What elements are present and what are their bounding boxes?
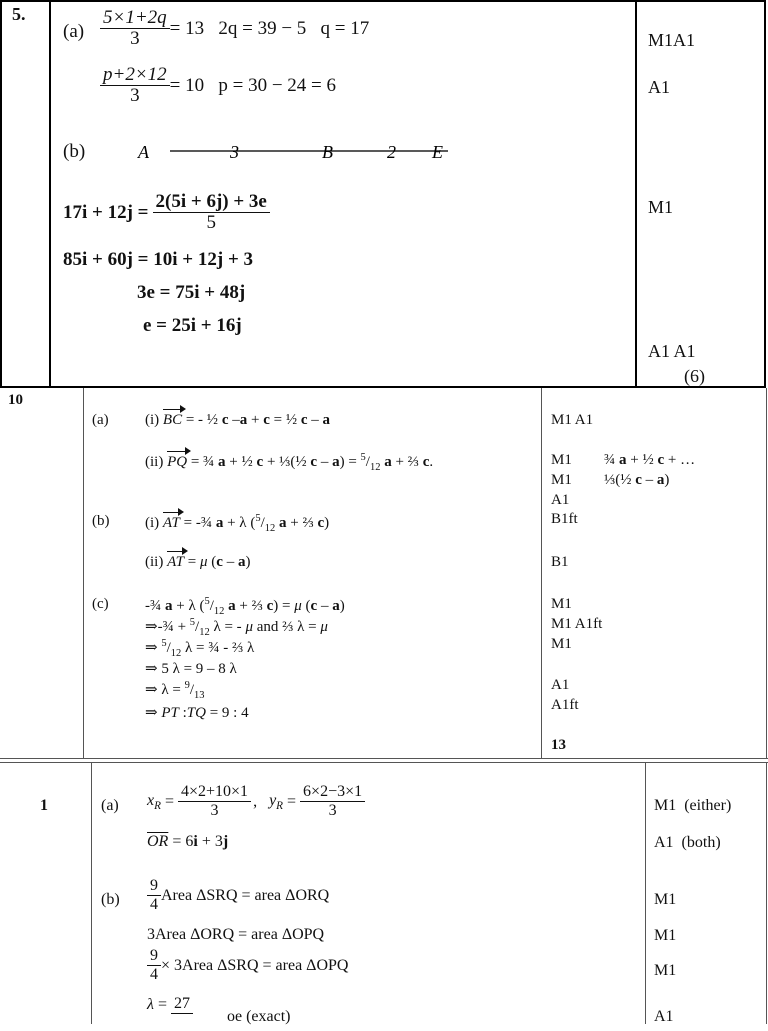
working-line: (ii) AT = μ (c – a) bbox=[145, 554, 251, 570]
equation-rest: × 3Area ΔSRQ = area ΔOPQ bbox=[161, 956, 349, 974]
fraction-denominator: 4 bbox=[150, 895, 158, 913]
working-line-b1 bbox=[147, 878, 329, 913]
working-line-a2: $\overline{OR} = 6i + 3j$ bbox=[147, 833, 229, 850]
mark: A1 A1 bbox=[648, 341, 696, 361]
working-line: ⇒ PT :TQ = 9 : 4 bbox=[145, 705, 249, 721]
working-line: (i) AT = -¾ a + λ ($^5/_{12}$ a + ⅔ c) bbox=[145, 513, 330, 534]
part-label-a: (a) bbox=[63, 21, 85, 42]
question-number: 10 bbox=[8, 392, 23, 408]
fraction-denominator: 5 bbox=[206, 211, 216, 233]
fraction-denominator: 4 bbox=[150, 965, 158, 983]
working-line: -¾ a + λ ($^5/_{12}$ a + ⅔ c) = μ (c – a) bbox=[145, 596, 345, 617]
mark: M1 bbox=[654, 962, 677, 979]
fraction-denominator: 3 bbox=[130, 27, 140, 49]
question-number: 5. bbox=[12, 4, 26, 24]
total-mark: 13 bbox=[551, 737, 566, 753]
equation-lhs: 17i + 12j = bbox=[63, 201, 149, 223]
working-line: ⇒ $\lambda = ^9/_{13}$ bbox=[145, 680, 205, 701]
fraction-denominator: 3 bbox=[328, 801, 337, 819]
working-line-b4: e = 25i + 16j bbox=[143, 315, 242, 336]
question-number: 1 bbox=[40, 797, 48, 814]
equation-rest: = 13 2q = 39 − 5 q = 17 bbox=[169, 17, 370, 39]
ratio-label-2: 2 bbox=[387, 142, 396, 162]
working-line-b3 bbox=[147, 948, 348, 983]
working-line-b2: 3Area ΔORQ = area ΔOPQ bbox=[147, 926, 325, 943]
mark: A1 bbox=[551, 677, 570, 693]
working-line: (ii) PQ = ¾ a + ½ c + ⅓(½ $c - a) = ^5/_{12}$ a + ⅔ c. bbox=[145, 452, 434, 473]
mark: M1 bbox=[648, 197, 674, 217]
mark: M1 A1 bbox=[551, 412, 594, 428]
part-label-c: (c) bbox=[92, 596, 109, 612]
mark: B1 bbox=[551, 554, 569, 570]
part-label-b: (b) bbox=[92, 513, 110, 529]
mark: A1 bbox=[654, 1008, 674, 1025]
mark-note: ¾ a + ½ c + … bbox=[604, 452, 696, 468]
mark-note: oe (exact) bbox=[226, 1008, 291, 1025]
fraction-denominator: 3 bbox=[130, 84, 140, 106]
working-line-b3: 3e = 75i + 48j bbox=[137, 282, 246, 303]
mark-note: ⅓(½ c – a) bbox=[604, 472, 670, 488]
mark: M1 bbox=[551, 636, 572, 652]
working-line-a1 bbox=[100, 8, 369, 50]
part-label-b: (b) bbox=[101, 891, 120, 908]
line-segment-diagram bbox=[130, 136, 460, 166]
mark: M1 bbox=[654, 927, 677, 944]
working-line-b4: λ = 27 oe (exact) bbox=[147, 995, 291, 1025]
working-line-b2: 85i + 60j = 10i + 12j + 3 bbox=[63, 249, 254, 270]
mark: M1 (either) bbox=[654, 797, 732, 814]
mark: M1 bbox=[551, 596, 572, 612]
equation-rest: Area ΔSRQ = area ΔORQ bbox=[161, 886, 330, 904]
part-label-a: (a) bbox=[92, 412, 109, 428]
mark: A1 (both) bbox=[654, 834, 721, 851]
working-line-a1: $x_R$ = $\frac{4\times 2+10\times 1}{3}$ , $y_R$ = $\frac{6\times 2-3\times 1}{3}$ bbox=[147, 784, 365, 819]
working-line-a2 bbox=[100, 65, 336, 107]
ratio-label-3: 3 bbox=[230, 142, 239, 162]
fraction-numerator: 5×1+2q bbox=[100, 8, 170, 29]
mark: A1 bbox=[551, 492, 570, 508]
fraction-numerator: 27 bbox=[171, 996, 193, 1014]
fraction-numerator: 9 bbox=[147, 878, 161, 896]
part-label-a: (a) bbox=[101, 797, 119, 814]
mark: M1 bbox=[551, 472, 572, 488]
mark: M1 bbox=[654, 891, 677, 908]
total-mark: (6) bbox=[684, 366, 705, 386]
working-line: ⇒ $^5/_{12}$ λ = ¾ - ⅔ λ bbox=[145, 638, 255, 659]
working-line: (i) BC = - ½ c –a + c = ½ c – a bbox=[145, 412, 331, 428]
mark: B1ft bbox=[551, 511, 578, 527]
point-label-a: A bbox=[138, 142, 149, 162]
mark: M1A1 bbox=[648, 30, 696, 50]
working-line-b1 bbox=[63, 192, 270, 234]
fraction-numerator: 2(5i + 6j) + 3e bbox=[153, 192, 270, 213]
fraction-numerator: 4×2+10×1 bbox=[178, 784, 251, 802]
working-line: ⇒ 5 λ = 9 – 8 λ bbox=[145, 661, 237, 677]
fraction-numerator: p+2×12 bbox=[100, 65, 170, 86]
point-label-e: E bbox=[432, 142, 443, 162]
fraction-denominator: 3 bbox=[210, 801, 219, 819]
point-label-b: B bbox=[322, 142, 333, 162]
mark: M1 bbox=[551, 452, 572, 468]
fraction-numerator: 6×2−3×1 bbox=[300, 784, 365, 802]
equation-rest: = 10 p = 30 − 24 = 6 bbox=[169, 74, 337, 96]
fraction-numerator: 9 bbox=[147, 948, 161, 966]
working-line: ⇒-¾ + $^5/_{12}$ λ = - μ and ⅔ λ = μ bbox=[145, 617, 328, 638]
part-label-b: (b) bbox=[63, 141, 86, 162]
mark: A1ft bbox=[551, 697, 579, 713]
mark: M1 A1ft bbox=[551, 616, 603, 632]
mark: A1 bbox=[648, 77, 670, 97]
